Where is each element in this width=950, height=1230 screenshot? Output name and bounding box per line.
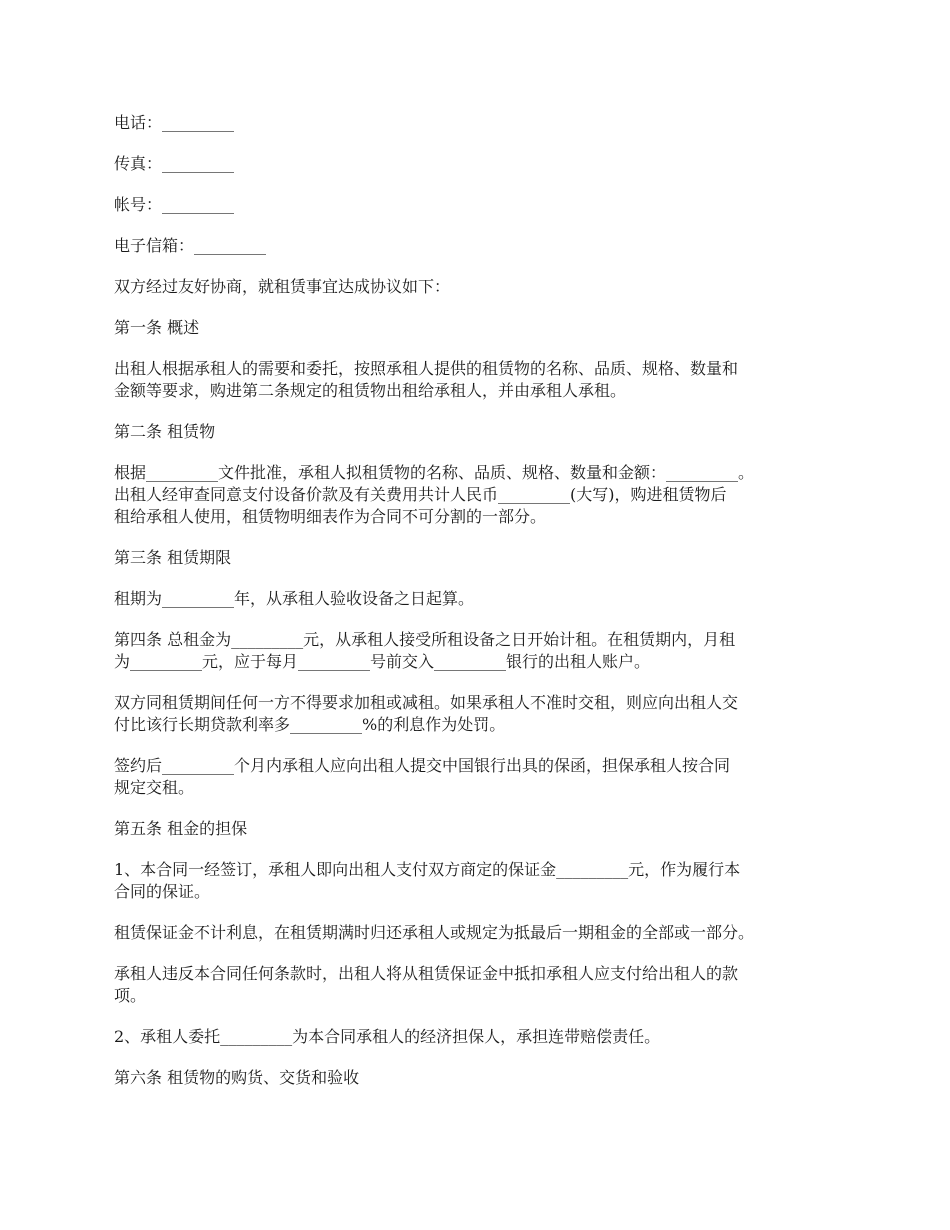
article-2-body: 根据_________文件批准，承租人拟租赁物的名称、品质、规格、数量和金额：_________。 出租人经审查同意支付设备价款及有关费用共计人民币_________(大写)，购进租赁物后 租给承租人使用，租赁物明细表作为合同不可分割的一部分。 — [114, 463, 755, 526]
article-4-body: 第四条 总租金为_________元，从承租人接受所租设备之日开始计租。在租赁期内，月租 为_________元，应于每月_________号前交入_________银行的出租人账户。 — [114, 630, 736, 671]
document-page — [114, 112, 854, 1108]
article-5-deposit-interest: 租赁保证金不计利息，在租赁期满时归还承租人或规定为抵最后一期租金的全部或一部分。 — [114, 923, 755, 942]
article-4-penalty: 双方同租赁期间任何一方不得要求加租或减租。如果承租人不准时交租，则应向出租人交 付比该行长期贷款利率多_________%的利息作为处罚。 — [114, 693, 739, 734]
agreement-intro: 双方经过友好协商，就租赁事宜达成协议如下： — [114, 277, 451, 296]
article-6-heading: 第六条 租赁物的购货、交货和验收 — [114, 1068, 360, 1087]
contact-account-line: 帐号：_________ — [114, 195, 235, 214]
article-1-heading: 第一条 概述 — [114, 318, 200, 337]
article-3-body: 租期为_________年，从承租人验收设备之日起算。 — [114, 589, 475, 608]
article-5-deposit-deduction: 承租人违反本合同任何条款时，出租人将从租赁保证金中抵扣承租人应支付给出租人的款 项。 — [114, 964, 739, 1005]
contact-phone-line: 电话：_________ — [114, 113, 235, 132]
article-3-heading: 第三条 租赁期限 — [114, 548, 232, 567]
contact-email-line: 电子信箱：_________ — [114, 236, 267, 255]
article-1-body: 出租人根据承租人的需要和委托，按照承租人提供的租赁物的名称、品质、规格、数量和 金额等要求，购进第二条规定的租赁物出租给承租人，并由承租人承租。 — [114, 359, 739, 400]
article-4-guarantee-letter: 签约后_________个月内承租人应向出租人提交中国银行出具的保函，担保承租人按合同 规定交租。 — [114, 756, 731, 797]
article-2-heading: 第二条 租赁物 — [114, 422, 216, 441]
article-5-clause-2: 2、承租人委托_________为本合同承租人的经济担保人，承担连带赔偿责任。 — [114, 1027, 661, 1046]
contact-fax-line: 传真：_________ — [114, 154, 235, 173]
article-5-heading: 第五条 租金的担保 — [114, 819, 248, 838]
article-5-clause-1: 1、本合同一经签订，承租人即向出租人支付双方商定的保证金_________元，作为履行本 合同的保证。 — [114, 860, 741, 901]
